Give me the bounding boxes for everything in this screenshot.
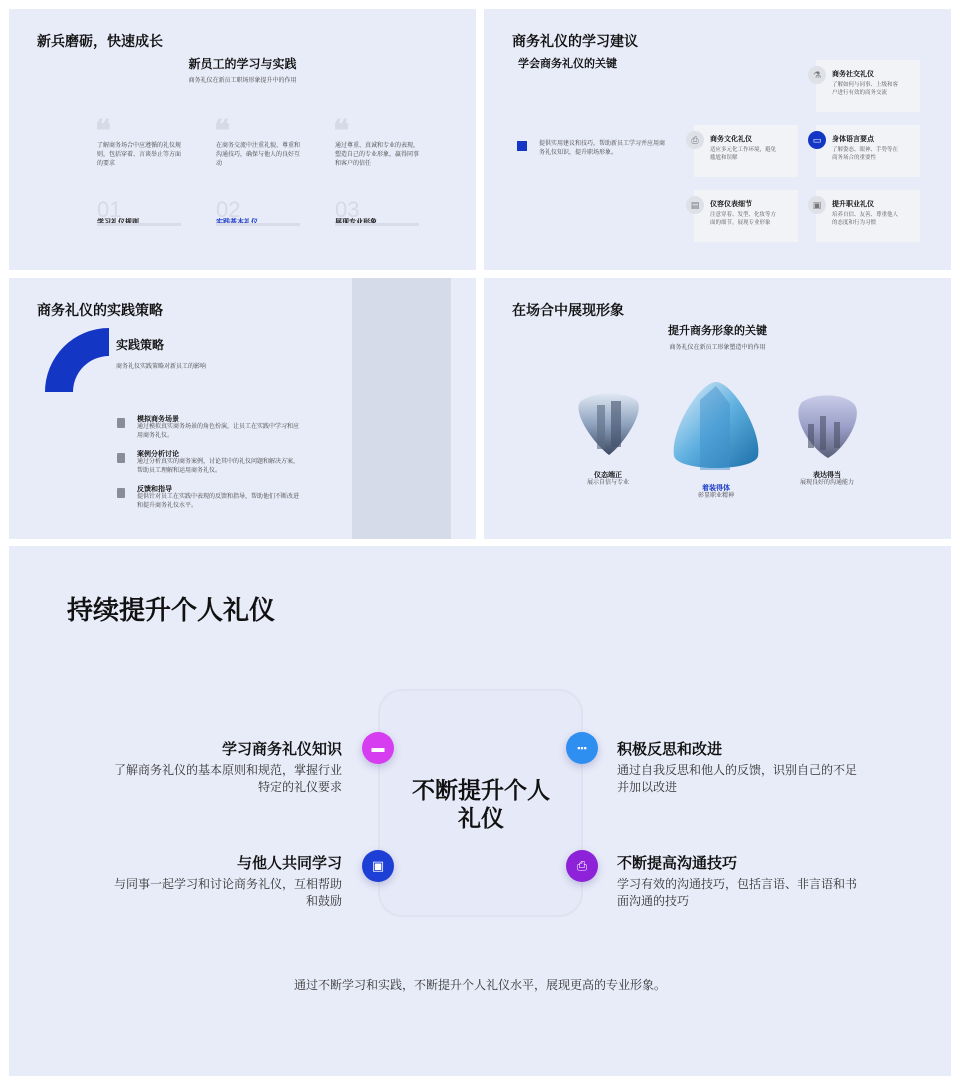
card-title: 仪容仪表细节 bbox=[710, 201, 752, 208]
strategy-desc: 通过模拟真实商务场景的角色扮演，让员工在实践中学习和应用商务礼仪。 bbox=[137, 424, 300, 439]
key-desc: 展现良好的沟通能力 bbox=[799, 480, 854, 486]
item-desc: 与同事一起学习和讨论商务礼仪，互相帮助和鼓励 bbox=[113, 877, 342, 908]
slide-5-footer: 通过不断学习和实践，不断提升个人礼仪水平，展现更高的专业形象。 bbox=[293, 978, 666, 992]
slide-4-subtitle: 提升商务形象的关键 bbox=[668, 325, 767, 337]
key-title: 表达得当 bbox=[813, 472, 841, 479]
slide-5 bbox=[9, 546, 951, 1076]
item-number: 02 bbox=[216, 197, 241, 222]
card-desc: 培养自信、友善、尊重他人的态度和行为习惯 bbox=[832, 212, 899, 226]
center-text: 不断提升个人礼仪 bbox=[412, 777, 550, 831]
card-title: 商务文化礼仪 bbox=[710, 136, 752, 143]
side-panel bbox=[352, 278, 451, 539]
card-culture-etiquette bbox=[691, 125, 798, 177]
item-desc: 通过尊重、真诚和专业的表现，塑造自己的专业形象，赢得同事和客户的信任 bbox=[335, 143, 420, 167]
slide-5-title: 持续提升个人礼仪 bbox=[67, 595, 276, 625]
item-number: 01 bbox=[97, 197, 122, 222]
item-underline bbox=[335, 223, 419, 226]
card-desc: 适应多元化工作环境，避免尴尬和误解 bbox=[710, 147, 777, 161]
card-appearance bbox=[690, 190, 798, 242]
image-icon: ▣ bbox=[808, 196, 826, 214]
item-underline bbox=[97, 223, 181, 226]
card-professional bbox=[812, 190, 920, 242]
slide-2 bbox=[484, 9, 951, 270]
slide-4-title: 在场合中展现形象 bbox=[512, 302, 624, 318]
slide-1-title: 新兵磨砺，快速成长 bbox=[37, 33, 163, 49]
quote-icon: ❝ bbox=[333, 114, 350, 149]
slide-3 bbox=[9, 278, 476, 539]
card-desc: 了解如何与同事、上级和客户进行有效的商务交流 bbox=[832, 82, 899, 96]
slide-2-intro: 提供实用建议和技巧，帮助新员工学习并应用商务礼仪知识，提升职场形象。 bbox=[539, 141, 666, 156]
card-title: 身体语言要点 bbox=[832, 136, 874, 143]
card-social-etiquette bbox=[812, 60, 920, 112]
printer-icon: ⎙ bbox=[686, 131, 704, 149]
chat-icon: ▪▪▪ bbox=[566, 732, 598, 764]
document-icon bbox=[117, 453, 125, 463]
strategy-title: 案例分析讨论 bbox=[137, 451, 179, 458]
slide-1-subtitle: 新员工的学习与实践 bbox=[188, 57, 297, 71]
image-icon: ▣ bbox=[362, 850, 394, 882]
slide-1 bbox=[9, 9, 476, 270]
item-desc: 在商务交流中注重礼貌、尊重和沟通技巧，确保与他人的良好互动 bbox=[216, 143, 301, 167]
slide-2-title: 商务礼仪的学习建议 bbox=[512, 33, 638, 49]
item-desc: 了解商务场合中应遵循的礼仪规则，包括穿着、言谈举止等方面的要求 bbox=[97, 143, 182, 167]
key-desc: 彰显职业精神 bbox=[697, 493, 734, 499]
document-icon bbox=[117, 488, 125, 498]
chat-icon: ▭ bbox=[808, 131, 826, 149]
item-title: 学习商务礼仪知识 bbox=[221, 741, 342, 758]
item-desc: 通过自我反思和他人的反馈，识别自己的不足并加以改进 bbox=[617, 763, 858, 794]
strategy-desc: 通过分析真实的商务案例，讨论其中的礼仪问题和解决方案，帮助员工理解和运用商务礼仪。 bbox=[137, 459, 300, 474]
item-title: 与他人共同学习 bbox=[236, 855, 342, 872]
printer-icon: ⎙ bbox=[566, 850, 598, 882]
strategy-title: 反馈和指导 bbox=[137, 486, 172, 493]
slide-3-subtitle: 实践策略 bbox=[116, 338, 165, 352]
item-desc: 了解商务礼仪的基本原则和规范，掌握行业特定的礼仪要求 bbox=[113, 763, 342, 794]
arc-shape bbox=[45, 328, 111, 392]
slide-3-caption: 商务礼仪实践策略对新员工的影响 bbox=[116, 364, 207, 370]
card-body-language bbox=[812, 125, 920, 177]
slide-3-title: 商务礼仪的实践策略 bbox=[37, 302, 163, 318]
document-icon bbox=[117, 418, 125, 428]
slide-1-caption: 商务礼仪在新员工职场形象提升中的作用 bbox=[188, 78, 297, 84]
couch-icon: ▬ bbox=[362, 732, 394, 764]
card-desc: 了解姿态、眼神、手势等在商务场合的重要性 bbox=[832, 147, 899, 161]
accent-square bbox=[517, 141, 527, 151]
city-skyline-photo bbox=[794, 394, 860, 460]
strategy-title: 模拟商务场景 bbox=[137, 416, 179, 423]
key-desc: 展示自信与专业 bbox=[586, 480, 629, 486]
strategy-desc: 提供针对员工在实践中表现的反馈和指导，帮助他们不断改进和提升商务礼仪水平。 bbox=[137, 494, 300, 509]
item-title: 积极反思和改进 bbox=[617, 741, 723, 758]
slide-4-caption: 商务礼仪在新员工形象塑造中的作用 bbox=[669, 345, 766, 351]
building-photo bbox=[575, 393, 641, 457]
slide-4 bbox=[484, 278, 951, 539]
item-number: 03 bbox=[335, 197, 360, 222]
card-title: 提升职业礼仪 bbox=[832, 201, 874, 208]
item-underline bbox=[216, 223, 300, 226]
item-desc: 学习有效的沟通技巧，包括言语、非言语和书面沟通的技巧 bbox=[617, 877, 858, 908]
card-title: 商务社交礼仪 bbox=[832, 71, 874, 78]
quote-icon: ❝ bbox=[95, 114, 112, 149]
item-title: 不断提高沟通技巧 bbox=[617, 855, 738, 872]
card-desc: 注意穿着、发型、化妆等方面的细节，展现专业形象 bbox=[710, 212, 777, 226]
flask-icon: ⚗ bbox=[808, 66, 826, 84]
slide-2-subtitle: 学会商务礼仪的关键 bbox=[518, 58, 617, 70]
glass-building-photo bbox=[670, 380, 762, 472]
key-title: 着装得体 bbox=[702, 485, 730, 492]
document-icon: ▤ bbox=[686, 196, 704, 214]
key-title: 仪态端正 bbox=[594, 472, 622, 479]
quote-icon: ❝ bbox=[214, 114, 231, 149]
